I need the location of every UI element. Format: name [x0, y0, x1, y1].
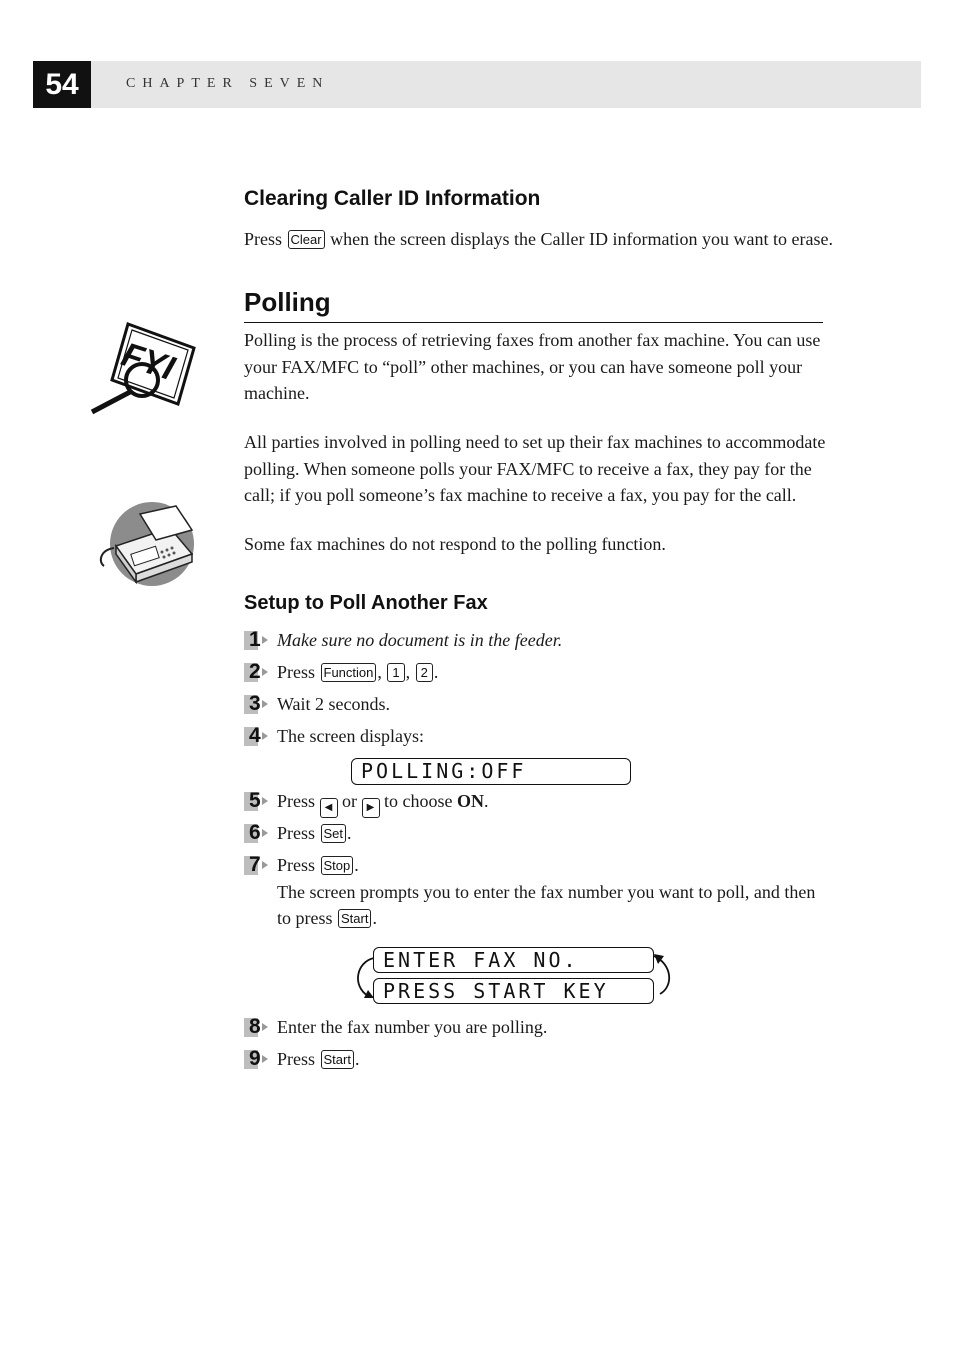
set-key: Set	[321, 824, 347, 843]
step-number: 1	[244, 629, 266, 651]
digit-1-key: 1	[387, 663, 404, 682]
left-arrow-key-icon: ◀	[320, 798, 338, 818]
start-key: Start	[338, 909, 371, 928]
clearing-caller-id-heading: Clearing Caller ID Information	[244, 187, 541, 210]
step-5-text: Press ◀ or ▶ to choose ON.	[277, 788, 837, 818]
fyi-magnifier-icon	[86, 320, 198, 416]
lcd-display-press-start: PRESS START KEY	[373, 978, 654, 1004]
digit-2-key: 2	[416, 663, 433, 682]
step-number: 4	[244, 725, 266, 747]
step-9-text: Press Start .	[277, 1049, 360, 1069]
polling-paragraph-1: Polling is the process of retrieving faxes from another fax machine. You can use your FAX/MFC to “poll” other machines, or you can have someone poll your machine.	[244, 330, 821, 403]
clearing-text-after: when the screen displays the Caller ID information you want to erase.	[325, 229, 833, 249]
step-8-text: Enter the fax number you are polling.	[277, 1017, 548, 1037]
step-7-continuation: The screen prompts you to enter the fax number you want to poll, and then to press Start .	[277, 882, 816, 928]
section-divider	[244, 322, 823, 323]
step-number: 9	[244, 1048, 266, 1070]
clearing-caller-id-text	[244, 226, 834, 253]
function-key: Function	[321, 663, 377, 682]
clearing-text-before: Press	[244, 229, 287, 249]
lcd-display-polling: POLLING:OFF	[351, 758, 631, 785]
step-3-text: Wait 2 seconds.	[277, 694, 391, 714]
step-4-text: The screen displays:	[277, 726, 424, 746]
fax-machine-icon	[96, 500, 200, 590]
fyi-text: FYI	[116, 335, 180, 388]
right-arrow-key-icon: ▶	[362, 798, 380, 818]
step-number: 5	[244, 790, 266, 812]
lcd-display-enter-fax: ENTER FAX NO.	[373, 947, 654, 973]
polling-paragraph-3: Some fax machines do not respond to the polling function.	[244, 534, 666, 554]
step-1-text: Make sure no document is in the feeder.	[277, 630, 563, 650]
polling-heading: Polling	[244, 287, 331, 317]
step-7-text: Press Stop .	[277, 855, 359, 875]
start-key: Start	[321, 1050, 354, 1069]
page-number: 54	[33, 61, 91, 108]
step-2-text: Press Function , 1 , 2 .	[277, 662, 439, 682]
chapter-title: CHAPTER SEVEN	[126, 76, 330, 91]
step-number: 3	[244, 693, 266, 715]
step-number: 8	[244, 1016, 266, 1038]
step-number: 2	[244, 661, 266, 683]
step-number: 6	[244, 822, 266, 844]
step-6-text: Press Set .	[277, 823, 352, 843]
stop-key: Stop	[321, 856, 354, 875]
clear-key: Clear	[288, 230, 325, 249]
step-number: 7	[244, 854, 266, 876]
setup-poll-heading: Setup to Poll Another Fax	[244, 592, 488, 614]
polling-paragraph-2: All parties involved in polling need to set up their fax machines to accommodate polling. When someone polls your FAX/MFC to receive a fax, they pay for the call; if you poll someone’s fax machine to receive a fax, you pay for the call.	[244, 432, 826, 505]
